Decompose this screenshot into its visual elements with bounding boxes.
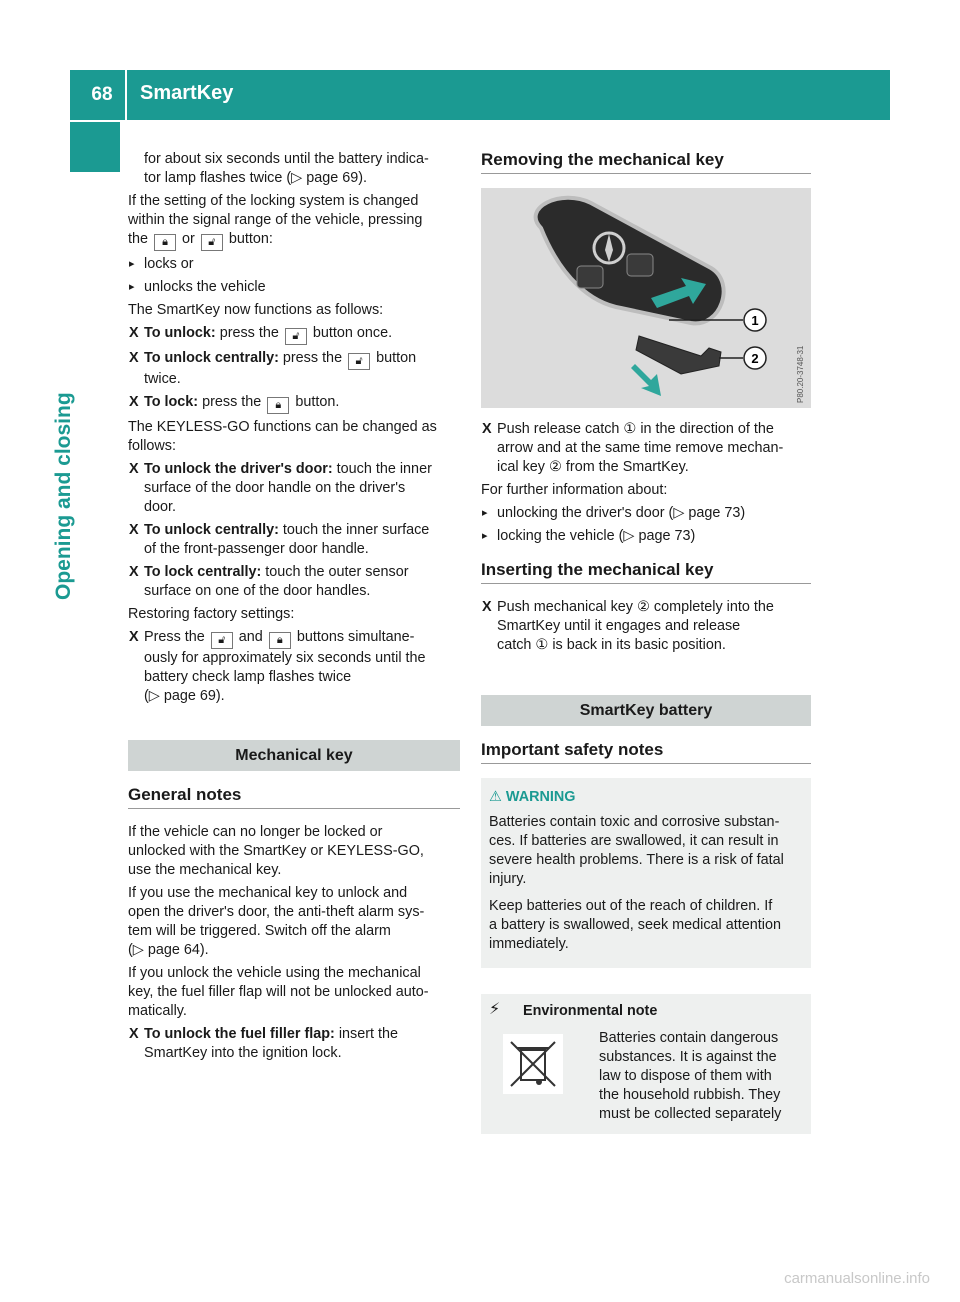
paragraph: If the setting of the locking system is changed within the signal range of the vehicle, pressing the 🔒︎ or 🔓︎ button: <box>128 192 460 251</box>
side-tab <box>70 122 120 172</box>
smartkey-illustration <box>481 188 811 408</box>
paragraph: For further information about: <box>481 482 668 498</box>
list-item: ▸ unlocks the vehicle <box>128 278 460 297</box>
callout-2: 2 <box>751 351 759 366</box>
heading-general-notes: General notes <box>128 785 460 809</box>
step-item: X To unlock: press the 🔓︎ button once. <box>128 324 460 345</box>
list-item: ▸ unlocking the driver's door (▷ page 73) <box>481 504 811 523</box>
env-heading: Environmental note <box>523 1003 658 1019</box>
side-title: Opening and closing <box>52 392 75 600</box>
left-column <box>128 150 460 1067</box>
lightbulb-icon: ⚡︎ <box>489 1001 501 1018</box>
lock-icon: 🔒︎ <box>267 397 289 414</box>
step-item: X To lock centrally: touch the outer sensor surface on one of the door handles. <box>128 563 460 601</box>
paragraph: The KEYLESS-GO functions can be changed as follows: <box>128 419 437 454</box>
step-item: X To unlock the driver's door: touch the inner surface of the door handle on the driver's door. <box>128 460 460 517</box>
right-column <box>481 150 811 1134</box>
paragraph: Batteries contain toxic and corrosive substan- ces. If batteries are swallowed, it can result in severe health problems. There is a risk of fatal injury. <box>489 814 784 887</box>
unlock-icon: 🔓︎ <box>348 353 370 370</box>
paragraph: Keep batteries out of the reach of children. If a battery is swallowed, seek medical attention immediately. <box>489 898 781 952</box>
figure-code: P80.20-3748-31 <box>796 345 805 403</box>
paragraph: If you unlock the vehicle using the mechanical key, the fuel filler flap will not be unlocked auto- matically. <box>128 965 429 1019</box>
lock-icon: 🔒︎ <box>154 234 176 251</box>
header-title: SmartKey <box>140 82 234 104</box>
section-band-smartkey-battery: SmartKey battery <box>481 695 811 726</box>
step-item: X Push release catch ① in the direction of the arrow and at the same time remove mechan- ical key ② from the SmartKey. <box>481 420 811 477</box>
paragraph: If the vehicle can no longer be locked or unlocked with the SmartKey or KEYLESS-GO, use the mechanical key. <box>128 824 424 878</box>
step-item: X To unlock centrally: touch the inner surface of the front-passenger door handle. <box>128 521 460 559</box>
watermark: carmanualsonline.info <box>784 1270 930 1287</box>
env-text: Batteries contain dangerous substances. It is against the law to dispose of them with the household rubbish. They must be collected separately <box>599 1030 782 1122</box>
unlock-icon: 🔓︎ <box>201 234 223 251</box>
step-item: X Press the 🔓︎ and 🔒︎ buttons simultane- ously for approximately six seconds until the battery check lamp flashes twice (▷ page 69). <box>128 628 460 706</box>
section-band-mechanical-key: Mechanical key <box>128 740 460 771</box>
paragraph: The SmartKey now functions as follows: <box>128 302 384 318</box>
step-item: X Push mechanical key ② completely into the SmartKey until it engages and release catch ① is back in its basic position. <box>481 598 811 655</box>
unlock-icon: 🔓︎ <box>285 328 307 345</box>
smartkey-figure <box>481 188 811 408</box>
step-item: X To unlock the fuel filler flap: insert the SmartKey into the ignition lock. <box>128 1025 460 1063</box>
warning-icon: ⚠︎ <box>489 789 502 805</box>
step-item: X To unlock centrally: press the 🔓︎ button twice. <box>128 349 460 389</box>
step-item: X To lock: press the 🔒︎ button. <box>128 393 460 414</box>
header-divider <box>125 70 127 120</box>
warning-heading: ⚠︎ WARNING <box>489 789 576 805</box>
page-number: 68 <box>91 84 113 105</box>
paragraph: for about six seconds until the battery indica- tor lamp flashes twice (▷ page 69). <box>144 151 429 186</box>
environmental-note-box <box>481 994 811 1134</box>
lock-icon: 🔒︎ <box>269 632 291 649</box>
paragraph: If you use the mechanical key to unlock and open the driver's door, the anti-theft alarm sys- tem will be triggered. Switch off the alarm (▷ page 64). <box>128 885 425 958</box>
list-item: ▸ locks or <box>128 255 460 274</box>
unlock-icon: 🔓︎ <box>211 632 233 649</box>
heading-removing-key: Removing the mechanical key <box>481 150 811 174</box>
header-bar <box>70 70 890 120</box>
paragraph: Restoring factory settings: <box>128 606 295 622</box>
crossed-bin-icon <box>503 1034 563 1094</box>
heading-inserting-key: Inserting the mechanical key <box>481 560 811 584</box>
heading-safety-notes: Important safety notes <box>481 740 811 764</box>
list-item: ▸ locking the vehicle (▷ page 73) <box>481 527 811 546</box>
warning-box <box>481 778 811 968</box>
callout-1: 1 <box>751 313 759 328</box>
